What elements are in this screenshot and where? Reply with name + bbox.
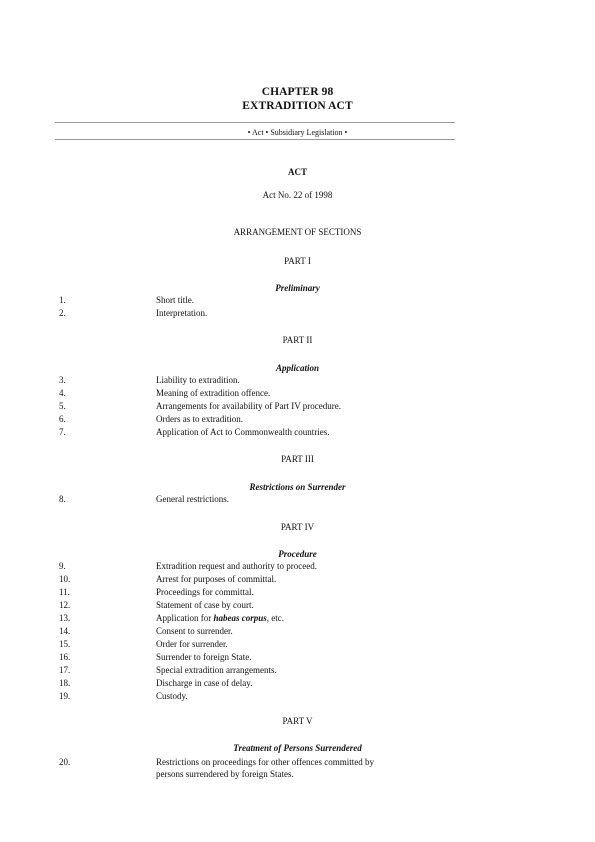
section-title: Arrest for purposes of committal. [156,574,277,584]
section-row[interactable] [59,586,459,598]
section-row[interactable] [59,426,459,438]
part-heading: PART I [284,256,311,266]
section-row[interactable] [59,294,459,306]
section-number: 4. [59,388,66,398]
section-title: Order for surrender. [156,639,228,649]
part-heading: PART IV [280,522,315,532]
section-title: Special extradition arrangements. [156,665,277,675]
section-number: 2. [59,308,66,318]
section-number: 12. [59,600,71,610]
act-title: EXTRADITION ACT [242,100,353,112]
section-row[interactable] [59,756,459,780]
section-number: 1. [59,295,66,305]
section-title: Custody. [156,691,188,701]
bottom-divider [55,139,455,140]
section-row[interactable] [59,560,459,572]
section-title: Consent to surrender. [156,626,233,636]
document-nav[interactable]: • Act • Subsidiary Legislation • [247,128,348,137]
section-title: Meaning of extradition offence. [156,388,271,398]
section-title: Surrender to foreign State. [156,652,252,662]
section-number: 9. [59,561,66,571]
section-number: 19. [59,691,71,701]
section-title: Interpretation. [156,308,208,318]
section-title-continued: persons surrendered by foreign States. [156,769,294,779]
section-row[interactable] [59,612,459,624]
section-title: Statement of case by court. [156,600,254,610]
section-title: Restrictions on proceedings for other offences committed by [156,757,375,767]
section-title: Discharge in case of delay. [156,678,253,688]
section-row[interactable] [59,400,459,412]
section-row[interactable] [59,307,459,319]
act-heading: ACT [287,167,307,177]
section-row[interactable] [59,573,459,585]
section-title [156,612,456,624]
act-number: Act No. 22 of 1998 [262,190,333,200]
section-row[interactable] [59,493,459,505]
part-subheading: Application [275,363,319,373]
section-number: 7. [59,427,66,437]
part-subheading: Restrictions on Surrender [249,482,346,492]
section-row[interactable] [59,387,459,399]
arrangement-heading: ARRANGEMENT OF SECTIONS [233,227,362,237]
section-title: Extradition request and authority to proceed. [156,561,317,571]
part-subheading: Treatment of Persons Surrendered [233,743,362,753]
section-title: General restrictions. [156,494,229,504]
section-number: 20. [59,757,71,767]
section-row[interactable] [59,413,459,425]
section-number: 11. [59,587,70,597]
section-number: 17. [59,665,71,675]
section-title-start: Application for [156,613,214,623]
section-row[interactable] [59,690,459,702]
section-number: 14. [59,626,71,636]
section-row[interactable] [59,599,459,611]
section-title: Liability to extradition. [156,375,240,385]
section-number: 18. [59,678,71,688]
section-row[interactable] [59,374,459,386]
section-row[interactable] [59,677,459,689]
section-title-end: , etc. [266,613,285,623]
part-heading: PART III [281,454,314,464]
part-heading: PART II [282,335,313,345]
section-number: 5. [59,401,66,411]
chapter-number: CHAPTER 98 [261,86,334,98]
section-title: Proceedings for committal. [156,587,254,597]
section-row[interactable] [59,625,459,637]
section-number: 6. [59,414,66,424]
section-number: 15. [59,639,71,649]
section-title: Application of Act to Commonwealth countries. [156,427,330,437]
section-number: 8. [59,494,66,504]
top-divider [55,122,455,123]
part-subheading: Procedure [278,549,317,559]
section-title-emphasis: habeas corpus [213,613,267,623]
section-number: 10. [59,574,71,584]
section-title: Orders as to extradition. [156,414,243,424]
chapter-heading [0,85,595,113]
part-heading: PART V [282,716,313,726]
section-number: 3. [59,375,66,385]
section-row[interactable] [59,638,459,650]
section-row[interactable] [59,651,459,663]
section-row[interactable] [59,664,459,676]
section-title: Short title. [156,295,194,305]
part-subheading: Preliminary [275,283,320,293]
section-number: 13. [59,613,71,623]
section-title: Arrangements for availability of Part IV procedure. [156,401,342,411]
section-number: 16. [59,652,71,662]
